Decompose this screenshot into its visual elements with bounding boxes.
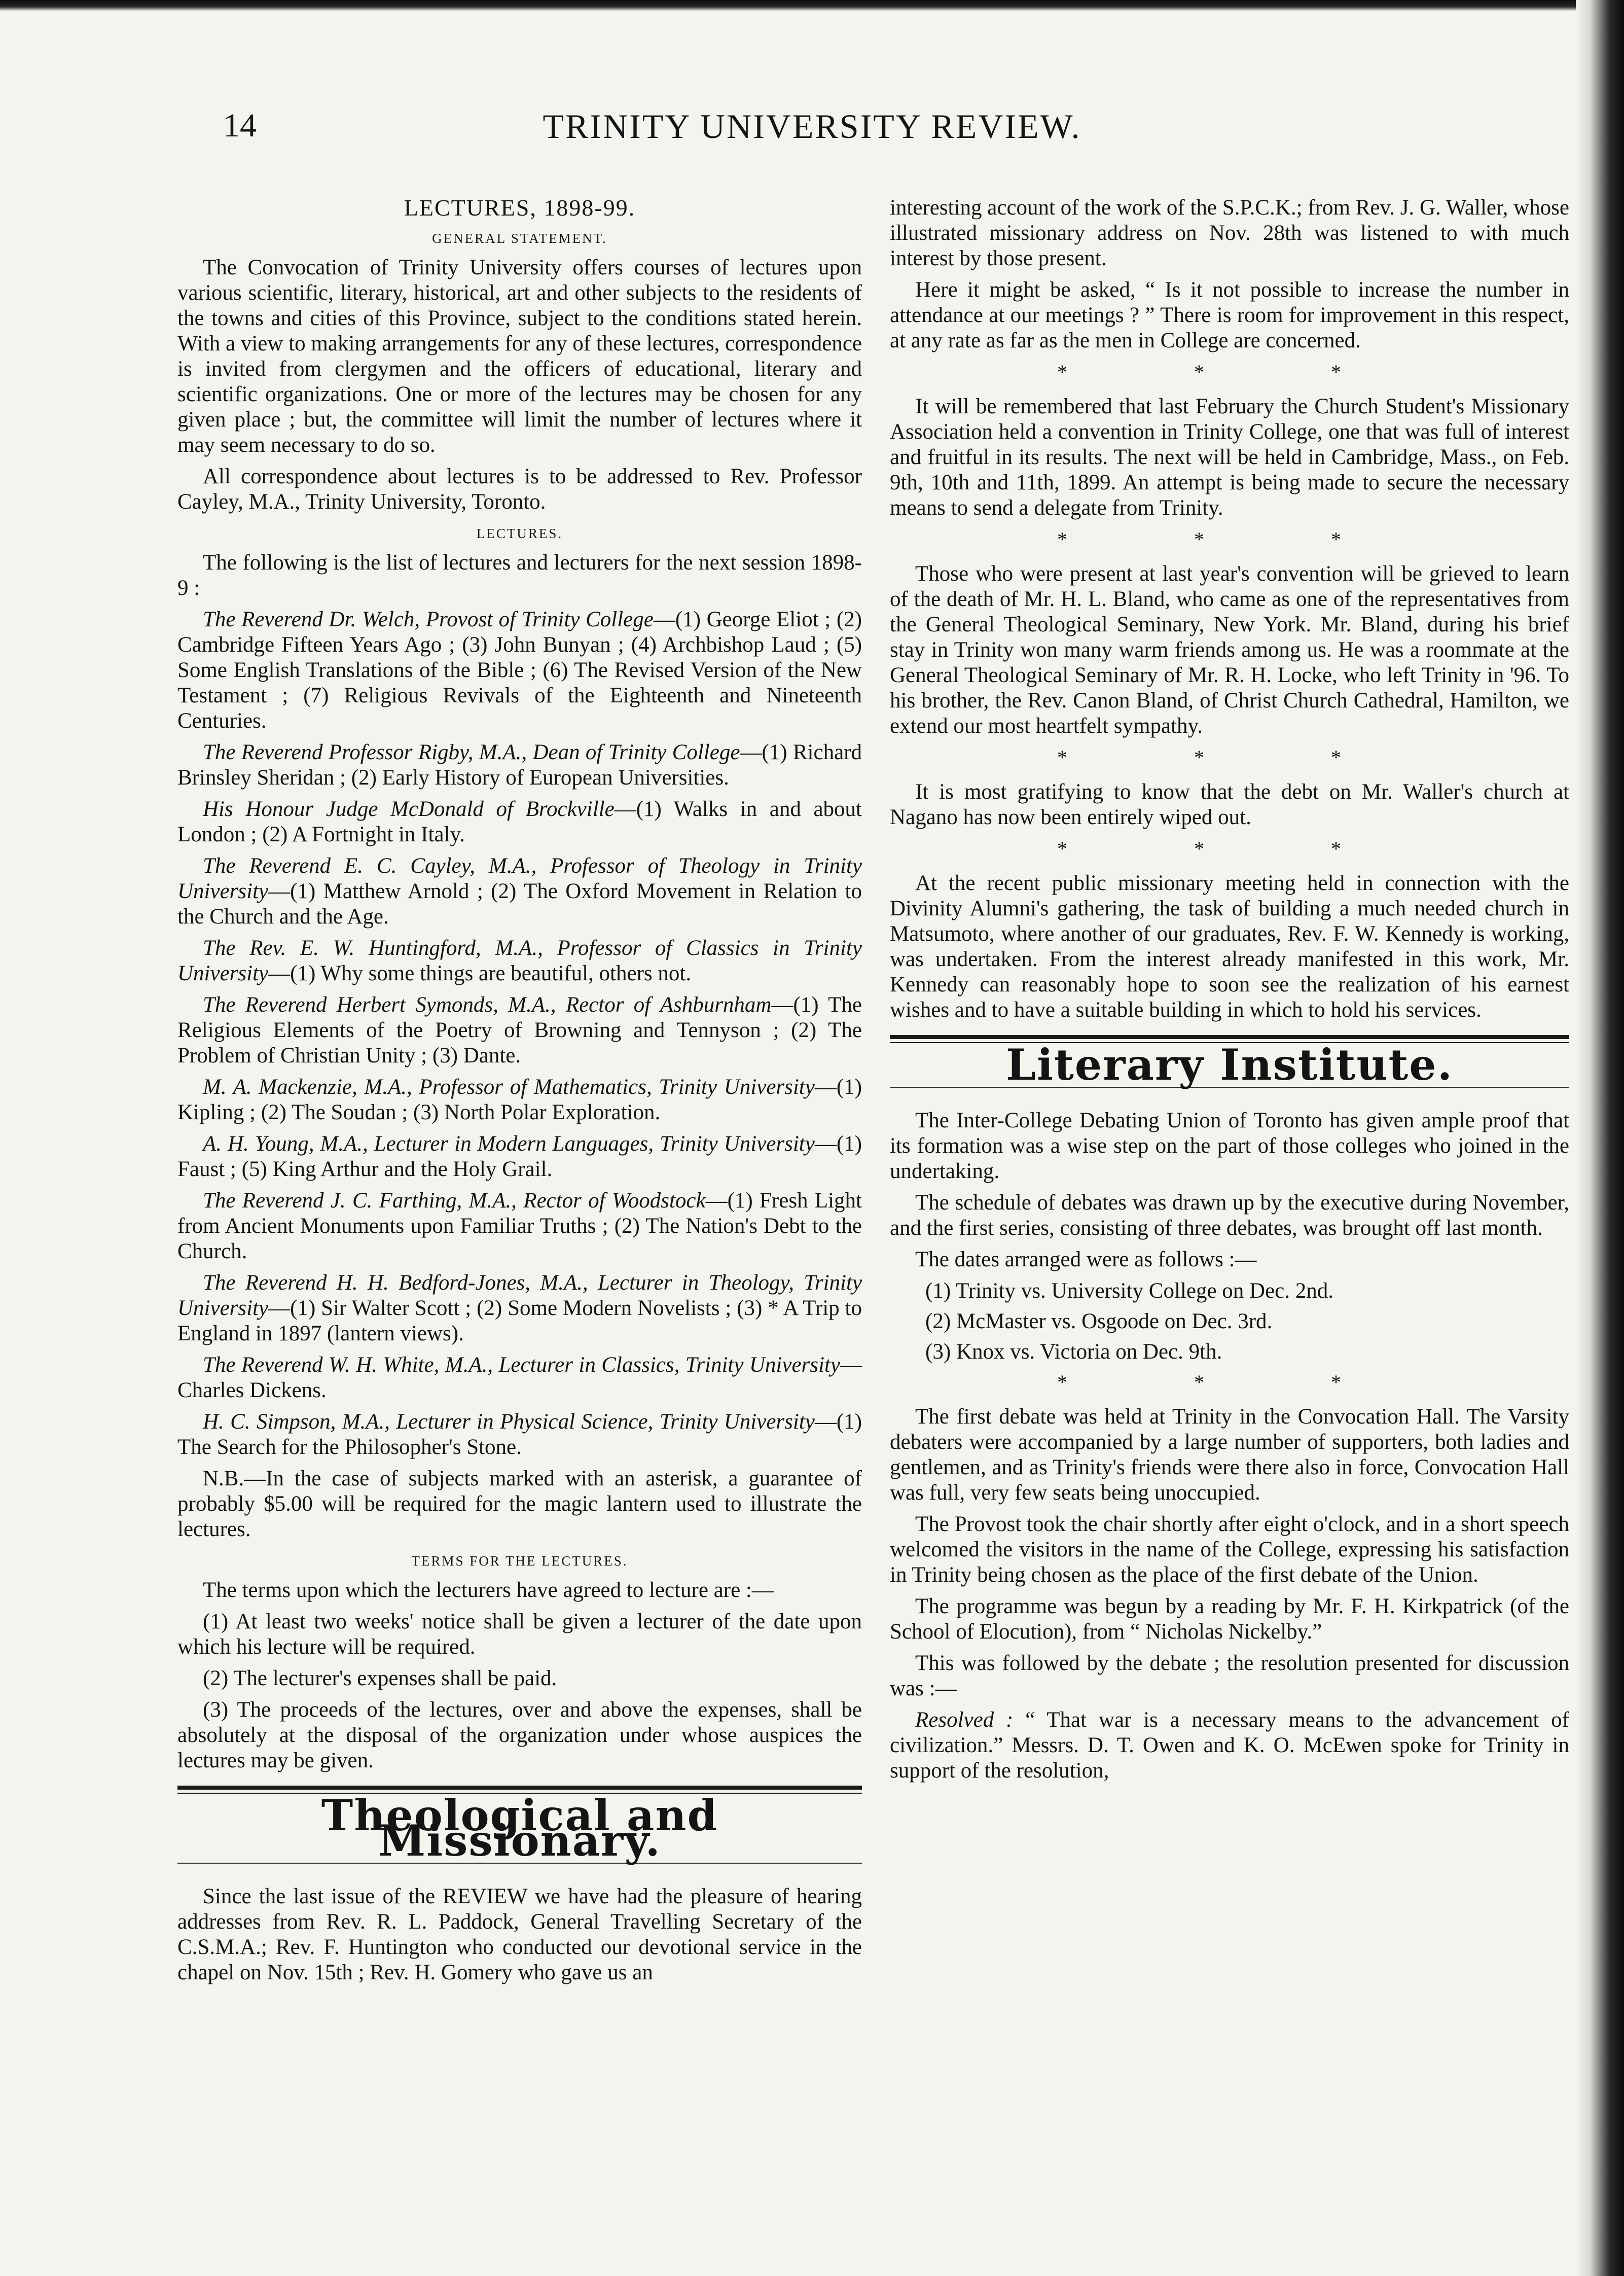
page-number: 14 [223,107,257,144]
section-stars: * * * [1057,1371,1402,1394]
lecturer-name: A. H. Young, M.A., Lecturer in Modern Languages, Trinity University [203,1132,815,1156]
resolution-paragraph [890,1708,1569,1784]
paragraph: Since the last issue of the REVIEW we have had the pleasure of hearing addresses from Rev. R. L. Paddock, General Travelling Secretary of the C.S.M.A.; Rev. F. Huntington who conducted our devotional service in the chapel on Nov. 15th ; Rev. H. Gomery who gave us an [177,1884,862,1984]
page-header [193,106,1431,162]
paragraph: The programme was begun by a reading by Mr. F. H. Kirkpatrick (of the School of Elocution), from “ Nicholas Nickelby.” [890,1594,1569,1644]
section-stars: * * * [1057,528,1402,551]
theological-section-title: Theological and Missionary. [321,1790,718,1866]
lecturer-name: The Reverend J. C. Farthing, M.A., Rector of Woodstock [203,1189,706,1213]
lecturer-name: H. C. Simpson, M.A., Lecturer in Physical Science, Trinity University [203,1410,815,1434]
lecture-topics: —(1) Fresh Light from Ancient Monuments upon Familiar Truths ; (2) The Nation's Debt to the Church. [177,1189,862,1263]
section-stars: * * * [1057,746,1402,769]
lectures-heading: LECTURES. [476,526,563,541]
lecturer-entry [177,1409,862,1460]
lecture-topics: —(1) Faust ; (5) King Arthur and the Holy Grail. [177,1132,862,1181]
paragraph: It will be remembered that last February the Church Student's Missionary Association held a convention in Trinity College, one that was full of interest and fruitful in its results. The next will be held in Cambridge, Mass., on Feb. 9th, 10th and 11th, 1899. An attempt is being made to secure the necessary means to send a delegate from Trinity. [890,395,1569,520]
paragraph: The first debate was held at Trinity in the Convocation Hall. The Varsity debaters were accompanied by a large number of supporters, both ladies and gentlemen, and as Trinity's friends were there also in force, Convocation Hall was full, very few seats being unoccupied. [890,1405,1569,1505]
debate-item: (1) Trinity vs. University College on Dec. 2nd. [925,1279,1334,1303]
lecturer-entry [177,1131,862,1182]
lecturer-name: The Reverend Herbert Symonds, M.A., Rector of Ashburnham [203,993,772,1017]
lecturer-entry [177,740,862,791]
lecture-topics: —(1) Walks in and about London ; (2) A Fortnight in Italy. [177,797,862,846]
lecturer-name: The Rev. E. W. Huntingford, M.A., Professor of Classics in Trinity University [177,936,862,985]
paragraph: The Convocation of Trinity University offers courses of lectures upon various scientific, literary, historical, art and other subjects to the residents of the towns and cities of this Province, subject to the conditions stated herein. With a view to making arrangements for any of these lectures, correspondence is invited from clergymen and the officers of educational, literary and scientific organizations. One or more of the lectures may be chosen for any given place ; but, the committee will limit the number of lectures where it may seem necessary to do so. [177,256,862,457]
paragraph: At the recent public missionary meeting held in connection with the Divinity Alumni's gathering, the task of building a much needed church in Matsumoto, where another of our graduates, Rev. F. W. Kennedy is working, was undertaken. From the interest already manifested in this work, Mr. Kennedy can reasonably hope to soon see the realization of his earnest wishes and to have a suitable building in which to hold his services. [890,871,1569,1022]
lecturer-entry [177,1075,862,1125]
lecturer-entry [177,1188,862,1264]
paragraph: The following is the list of lectures and lecturers for the next session 1898-9 : [177,551,862,600]
paragraph: Those who were present at last year's convention will be grieved to learn of the death of Mr. H. L. Bland, who came as one of the representatives from the General Theological Seminary, New York. Mr. Bland, during his brief stay in Trinity won many warm friends among us. He was a roommate at the General Theological Seminary of Mr. R. H. Locke, who left Trinity in '96. To his brother, the Rev. Canon Bland, of Christ Church Cathedral, Hamilton, we extend our most heartfelt sympathy. [890,562,1569,738]
paragraph: Here it might be asked, “ Is it not possible to increase the number in attendance at our meetings ? ” There is room for improvement in this respect, at any rate as far as the men in College are concerned. [890,278,1569,352]
lecturer-entry [177,1353,862,1403]
debate-item: (2) McMaster vs. Osgoode on Dec. 3rd. [925,1309,1273,1333]
lecture-topics: —(1) The Religious Elements of the Poetry of Browning and Tennyson ; (2) The Problem of Christian Unity ; (3) Dante. [177,993,862,1068]
terms-heading: TERMS FOR THE LECTURES. [411,1553,628,1569]
lecturer-entry [177,992,862,1069]
lecturer-entry [177,936,862,986]
lecturer-name: M. A. Mackenzie, M.A., Professor of Mathematics, Trinity University [203,1075,815,1099]
debate-item: (3) Knox vs. Victoria on Dec. 9th. [925,1340,1222,1364]
lecture-topics: —(1) Matthew Arnold ; (2) The Oxford Movement in Relation to the Church and the Age. [177,879,862,929]
lecture-topics: —(1) Why some things are beautiful, others not. [268,962,692,985]
lecture-topics: —(1) George Eliot ; (2) Cambridge Fifteen Years Ago ; (3) John Bunyan ; (4) Archbishop Laud ; (5) Some English Translations of the Bible ; (6) The Revised Version of the New Testament ; (7) Religious Revivals of the Eighteenth and Nineteenth Centuries. [177,608,862,733]
lecturer-entry [177,1270,862,1346]
paragraph: The Inter-College Debating Union of Toronto has given ample proof that its formation was a wise step on the part of those colleges who joined in the undertaking. [890,1109,1569,1183]
paragraph: All correspondence about lectures is to be addressed to Rev. Professor Cayley, M.A., Trinity University, Toronto. [177,465,862,514]
lecturer-name: The Reverend Dr. Welch, Provost of Trinity College [203,608,654,631]
resolved-label: Resolved : [915,1708,1014,1732]
paragraph: The terms upon which the lecturers have agreed to lecture are :— [203,1578,774,1602]
lecture-topics: —(1) Richard Brinsley Sheridan ; (2) Early History of European Universities. [177,740,862,790]
lecture-topics: —Charles Dickens. [177,1353,862,1402]
general-statement-heading: GENERAL STATEMENT. [432,231,607,246]
lecturer-name: His Honour Judge McDonald of Brockville [203,797,615,821]
section-stars: * * * [1057,361,1402,383]
page-right-edge [1576,0,1624,2276]
lecturer-name: The Reverend E. C. Cayley, M.A., Professor of Theology in Trinity University [177,854,862,903]
lecturer-name: The Reverend W. H. White, M.A., Lecturer in Classics, Trinity University [203,1353,840,1377]
term-item: (1) At least two weeks' notice shall be given a lecturer of the date upon which his lecture will be required. [177,1610,862,1659]
nota-bene: N.B.—In the case of subjects marked with an asterisk, a guarantee of probably $5.00 will be required for the magic lantern used to illustrate the lectures. [177,1467,862,1541]
lecturer-name: The Reverend Professor Rigby, M.A., Dean of Trinity College [203,740,740,764]
term-item: (2) The lecturer's expenses shall be paid. [203,1666,557,1690]
lecture-topics: —(1) Sir Walter Scott ; (2) Some Modern Novelists ; (3) * A Trip to England in 1897 (lantern views). [177,1296,862,1345]
lectures-title: LECTURES, 1898-99. [404,195,636,221]
lecturer-entry [177,853,862,930]
paragraph: It is most gratifying to know that the debt on Mr. Waller's church at Nagano has now been entirely wiped out. [890,780,1569,829]
right-column [890,195,1569,1790]
resolved-text: “ That war is a necessary means to the advancement of civilization.” Messrs. D. T. Owen and K. O. McEwen spoke for Trinity in support of the resolution, [890,1708,1569,1783]
paragraph: The schedule of debates was drawn up by the executive during November, and the first series, consisting of three debates, was brought off last month. [890,1191,1569,1240]
lecturer-entry [177,797,862,847]
term-item: (3) The proceeds of the lectures, over and above the expenses, shall be absolutely at the disposal of the organization under whose auspices the lectures may be given. [177,1698,862,1772]
page-top-edge [0,0,1624,11]
left-column [177,195,862,1991]
paragraph: The Provost took the chair shortly after eight o'clock, and in a short speech welcomed the visitors in the name of the College, expressing his satisfaction in Trinity being chosen as the place of the first debate of the Union. [890,1512,1569,1587]
paragraph: The dates arranged were as follows :— [915,1248,1257,1271]
running-title: TRINITY UNIVERSITY REVIEW. [543,107,1081,146]
lecture-topics: —(1) Kipling ; (2) The Soudan ; (3) North Polar Exploration. [177,1075,862,1124]
lecturer-entry [177,607,862,734]
lecturer-name: The Reverend H. H. Bedford-Jones, M.A., Lecturer in Theology, Trinity University [177,1271,862,1320]
literary-section-title: Literary Institute. [1006,1040,1453,1090]
lecture-topics: —(1) The Search for the Philosopher's Stone. [177,1410,862,1459]
paragraph: This was followed by the debate ; the resolution presented for discussion was :— [890,1651,1569,1700]
paragraph: interesting account of the work of the S.P.C.K.; from Rev. J. G. Waller, whose illustrated missionary address on Nov. 28th was listened to with much interest by those present. [890,196,1569,270]
section-stars: * * * [1057,837,1402,860]
